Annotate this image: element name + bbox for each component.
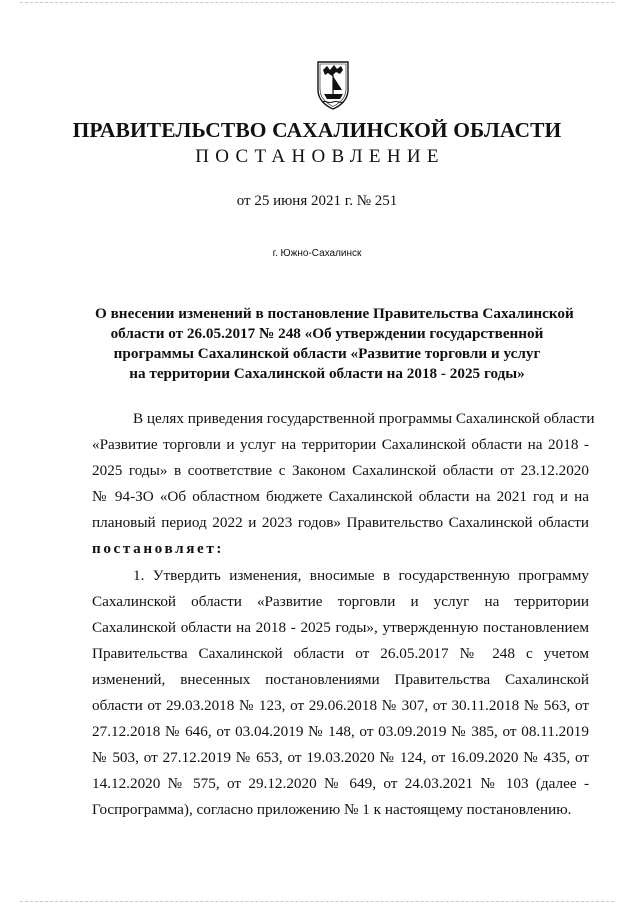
preamble-line: 2025 годы» в соответствие с Законом Сахалинской области от 23.12.2020	[92, 462, 589, 480]
item1-line: 14.12.2020 № 575, от 29.12.2020 № 649, от 24.03.2021 № 103 (далее -	[92, 775, 589, 793]
item1-line: области от 29.03.2018 № 123, от 29.06.2018 № 307, от 30.11.2018 № 563, от	[92, 697, 589, 715]
subject-line: области от 26.05.2017 № 248 «Об утверждении государственной	[110, 325, 544, 342]
scan-top-edge	[20, 2, 614, 3]
item1-line: 1. Утвердить изменения, вносимые в государственную программу	[133, 566, 589, 584]
subject-line: программы Сахалинской области «Развитие торговли и услуг	[113, 345, 541, 362]
document-type: ПОСТАНОВЛЕНИЕ	[195, 146, 445, 167]
subject-line: на территории Сахалинской области на 2018 - 2025 годы»	[129, 365, 525, 382]
item1-line: № 503, от 27.12.2019 № 653, от 19.03.2020 № 124, от 16.09.2020 № 435, от	[92, 749, 589, 767]
item1-line: Правительства Сахалинской области от 26.05.2017 № 248 с учетом	[92, 644, 589, 662]
item1-line: Госпрограмма), согласно приложению № 1 к настоящему постановлению.	[92, 801, 572, 819]
preamble-line: плановый период 2022 и 2023 годов» Правительство Сахалинской области	[92, 514, 589, 532]
decides-keyword: постановляет:	[92, 540, 225, 558]
preamble-line: «Развитие торговли и услуг на территории Сахалинской области на 2018 -	[92, 436, 589, 454]
city-name: г. Южно-Сахалинск	[272, 248, 362, 259]
scan-bottom-edge	[20, 901, 614, 902]
preamble-line: В целях приведения государственной программы Сахалинской области	[133, 410, 595, 427]
document-body	[92, 406, 595, 824]
coat-of-arms-icon	[316, 60, 350, 110]
subject-line: О внесении изменений в постановление Правительства Сахалинской	[95, 305, 574, 322]
item1-line: изменений, внесенных постановлениями Правительства Сахалинской	[92, 670, 589, 688]
date-and-number: от 25 июня 2021 г. № 251	[236, 193, 398, 209]
item1-line: Сахалинской области «Развитие торговли и услуг на территории	[92, 592, 589, 610]
document-subject	[95, 304, 574, 384]
government-name: ПРАВИТЕЛЬСТВО САХАЛИНСКОЙ ОБЛАСТИ	[72, 118, 562, 142]
item1-line: Сахалинской области на 2018 - 2025 годы», утвержденную постановлением	[92, 618, 589, 636]
item1-line: 27.12.2018 № 646, от 03.04.2019 № 148, от 03.09.2019 № 385, от 08.11.2019	[92, 723, 589, 741]
preamble-line: № 94-ЗО «Об областном бюджете Сахалинской области на 2021 год и на	[92, 488, 589, 506]
